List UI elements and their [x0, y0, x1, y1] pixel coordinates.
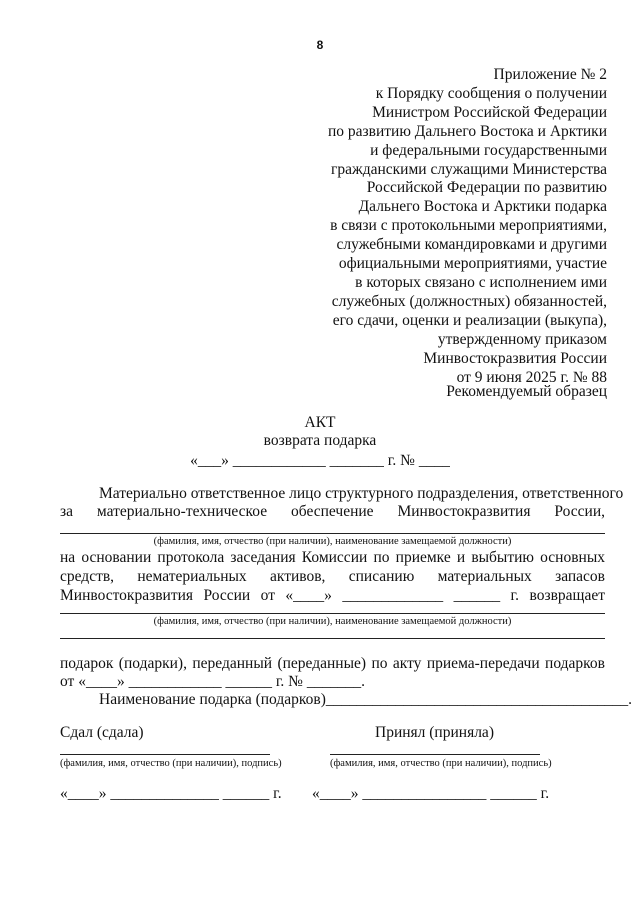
- appendix-line: по развитию Дальнего Востока и Арктики: [327, 122, 607, 140]
- appendix-line: служебных (должностных) обязанностей,: [331, 292, 607, 310]
- appendix-line: утвержденному приказом: [437, 330, 607, 348]
- appendix-line: от 9 июня 2025 г. № 88: [456, 368, 607, 386]
- appendix-line: Дальнего Востока и Арктики подарка: [358, 198, 607, 216]
- appendix-line: Министром Российской Федерации: [372, 103, 607, 121]
- fill-line: [60, 638, 605, 639]
- appendix-line: служебными командировками и другими: [336, 236, 607, 254]
- signature-right-label: Принял (приняла): [375, 724, 494, 741]
- body-line-8: Наименование подарка (подарков)_______________________________________.: [99, 691, 632, 708]
- appendix-line: Приложение № 2: [493, 66, 607, 83]
- fill-line: [60, 533, 605, 534]
- body-line-7: от «____» ____________ ______ г. № _______.: [60, 673, 365, 690]
- signature-left-line: [60, 754, 270, 755]
- signature-right-line: [330, 754, 540, 755]
- caption-recipient: (фамилия, имя, отчество (при наличии), наименование замещаемой должности): [153, 616, 512, 627]
- fill-line: [60, 613, 605, 614]
- signature-right-date: «____» ________________ ______ г.: [312, 785, 550, 802]
- body-line-4: средств, нематериальных активов, списанию материальных запасов: [60, 568, 605, 585]
- signature-left-label: Сдал (сдала): [60, 724, 144, 741]
- body-line-6: подарок (подарки), переданный (переданные) по акту приема-передачи подарков: [60, 655, 605, 672]
- appendix-line: Российской Федерации по развитию: [366, 179, 607, 197]
- appendix-line: официальными мероприятиями, участие: [338, 255, 607, 273]
- appendix-line: его сдачи, оценки и реализации (выкупа),: [332, 311, 607, 329]
- page-number: 8: [316, 38, 324, 52]
- signature-left-date: «____» ______________ ______ г.: [60, 785, 282, 802]
- signature-left-caption: (фамилия, имя, отчество (при наличии), подпись): [60, 758, 282, 769]
- body-line-3: на основании протокола заседания Комиссии по приемке и выбытию основных: [60, 549, 605, 566]
- act-title: АКТ: [304, 414, 336, 431]
- body-line-2: за материально-техническое обеспечение Минвостокразвития России,: [60, 503, 605, 520]
- appendix-line: в которых связано с исполнением ими: [355, 273, 607, 291]
- caption-responsible-person: (фамилия, имя, отчество (при наличии), наименование замещаемой должности): [153, 536, 512, 547]
- appendix-line: Минвостокразвития России: [423, 349, 607, 367]
- appendix-line: в связи с протокольными мероприятиями,: [330, 217, 607, 235]
- body-line-1: Материально ответственное лицо структурного подразделения, ответственного: [99, 485, 624, 502]
- act-date-line: «___» ____________ _______ г. № ____: [190, 452, 450, 469]
- appendix-block: [328, 66, 607, 387]
- sample-label: Рекомендуемый образец: [446, 383, 607, 400]
- appendix-line: к Порядку сообщения о получении: [375, 84, 607, 102]
- signature-right-caption: (фамилия, имя, отчество (при наличии), подпись): [330, 758, 552, 769]
- appendix-line: и федеральными государственными: [370, 141, 607, 159]
- body-line-5: Минвостокразвития России от «____» _____________ ______ г. возвращает: [60, 587, 605, 604]
- appendix-line: гражданскими служащими Министерства: [331, 160, 607, 178]
- act-subtitle: возврата подарка: [263, 432, 377, 449]
